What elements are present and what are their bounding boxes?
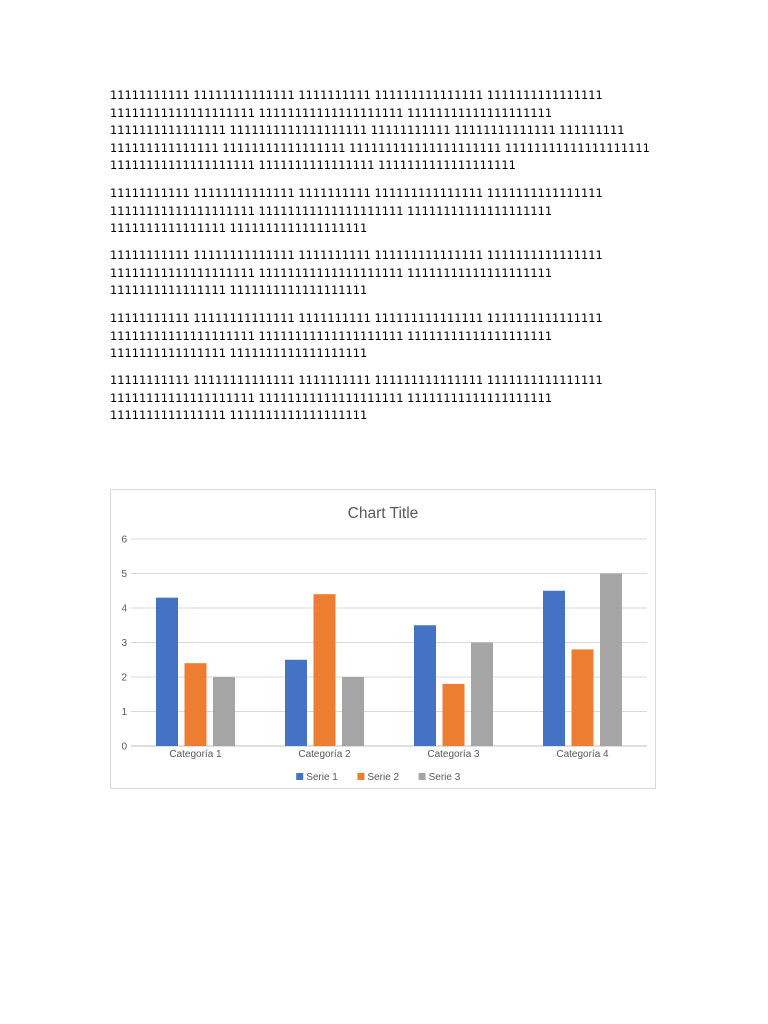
embedded-chart[interactable] [110,489,656,789]
bar-chart [111,490,655,788]
y-tick-label: 1 [121,707,127,718]
bar [285,660,307,746]
text-line: 11111111111 11111111111111 1111111111 111111111111111 1111111111111111 [110,248,603,262]
paragraph-1 [110,87,650,175]
bar [314,594,336,746]
paragraph-3 [110,247,650,300]
text-line: 1111111111111111 1111111111111111111 [110,408,368,423]
text-line: 11111111111111111111 11111111111111111111 11111111111111111111 [110,105,553,120]
legend-label: Serie 3 [428,772,461,783]
y-tick-label: 6 [121,534,127,546]
text-line: 1111111111111111 1111111111111111111 [110,346,368,361]
text-line: 11111111111 11111111111111 1111111111 111111111111111 1111111111111111 [110,373,603,387]
bar [342,677,364,746]
text-line: 11111111111 11111111111111 1111111111 111111111111111 1111111111111111 [110,186,603,200]
chart-title: Chart Title [347,505,419,522]
text-line: 1111111111111111 1111111111111111111 11111111111 11111111111111 111111111 [110,123,625,138]
text-line: 1111111111111111 1111111111111111111 [110,221,368,236]
legend-label: Serie 2 [367,772,400,783]
legend-swatch [419,773,426,780]
bar [600,574,622,747]
paragraph-2 [110,185,650,238]
bar [414,625,436,746]
text-line: 11111111111111111111 11111111111111111111 11111111111111111111 [110,203,553,218]
legend-swatch [357,773,364,780]
text-line: 1111111111111111 1111111111111111111 [110,283,368,298]
y-tick-label: 5 [121,569,127,580]
bar [443,684,465,746]
bar [543,591,565,746]
bar [156,598,178,746]
bar [572,649,594,746]
text-line: 111111111111111 11111111111111111 111111111111111111111 11111111111111111111 [110,140,650,155]
text-line: 11111111111111111111 1111111111111111 1111111111111111111 [110,158,516,173]
bar [471,643,493,747]
x-tick-label: Categoría 2 [298,749,351,760]
text-line: 11111111111 11111111111111 1111111111 111111111111111 1111111111111111 [110,88,603,102]
x-tick-label: Categoría 3 [427,749,480,760]
x-tick-label: Categoría 1 [169,749,222,760]
paragraph-4 [110,310,650,363]
bar [213,677,235,746]
y-tick-label: 2 [121,672,127,684]
text-line: 11111111111111111111 11111111111111111111 11111111111111111111 [110,265,553,280]
y-tick-label: 4 [121,603,127,615]
legend-swatch [296,773,303,780]
paragraph-5 [110,372,650,425]
x-tick-label: Categoría 4 [556,749,609,760]
text-line: 11111111111111111111 11111111111111111111 11111111111111111111 [110,328,553,343]
legend-label: Serie 1 [306,772,338,783]
y-tick-label: 3 [121,638,127,649]
y-tick-label: 0 [121,741,127,753]
text-line: 11111111111111111111 11111111111111111111 11111111111111111111 [110,390,553,405]
bar [185,663,207,746]
text-line: 11111111111 11111111111111 1111111111 111111111111111 1111111111111111 [110,311,603,325]
